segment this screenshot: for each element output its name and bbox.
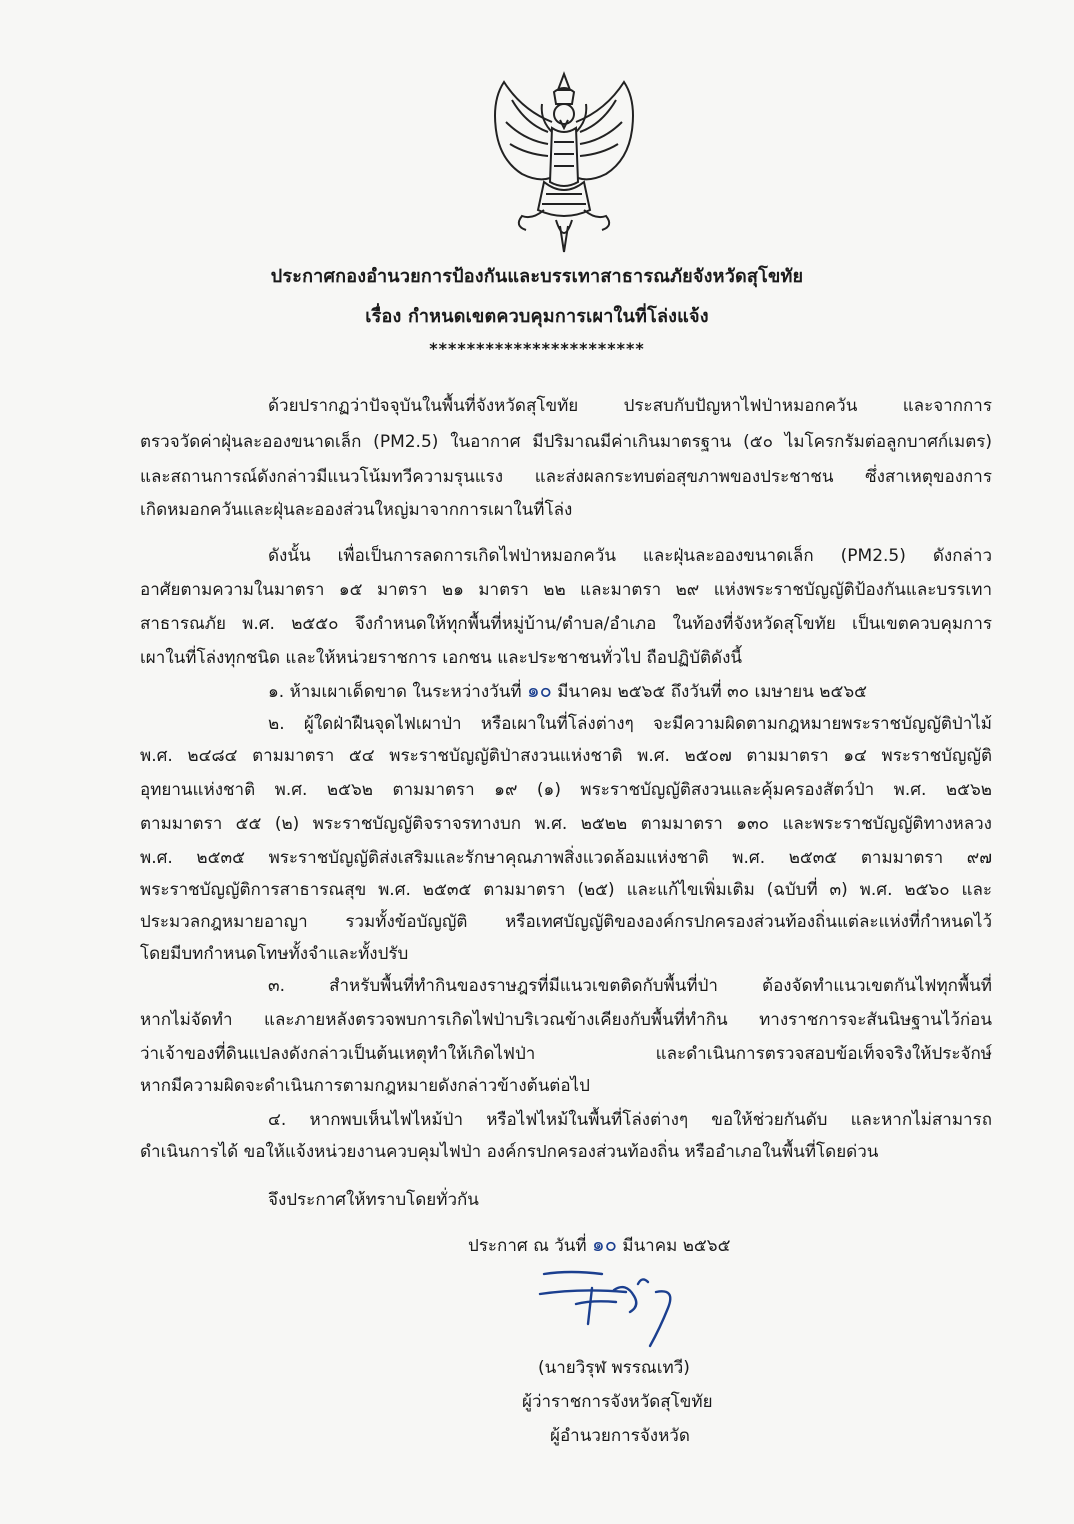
item-2-line: พระราชบัญญัติการสาธารณสุข พ.ศ. ๒๕๓๕ ตามมาตรา (๒๕) และแก้ไขเพิ่มเติม (ฉบับที่ ๓) พ.ศ. ๒๕๖๐ และ [140,880,992,900]
item-2-line: พ.ศ. ๒๕๓๕ พระราชบัญญัติส่งเสริมและรักษาคุณภาพสิ่งแวดล้อมแห่งชาติ พ.ศ. ๒๕๓๕ ตามมาตรา ๙๗ [140,848,992,868]
paragraph-2-line: ดังนั้น เพื่อเป็นการลดการเกิดไฟป่าหมอกควัน และฝุ่นละอองขนาดเล็ก (PM2.5) ดังกล่าว [268,546,992,566]
date-text-post: มีนาคม ๒๕๖๕ [616,1236,731,1256]
item-2-line: ตามมาตรา ๕๕ (๒) พระราชบัญญัติจราจรทางบก พ.ศ. ๒๕๒๒ ตามมาตรา ๑๓๐ และพระราชบัญญัติทางหลวง [140,814,992,834]
closing-statement: จึงประกาศให้ทราบโดยทั่วกัน [268,1190,479,1210]
date-text-pre: ประกาศ ณ วันที่ [468,1236,593,1256]
item-2-line: อุทยานแห่งชาติ พ.ศ. ๒๕๖๒ ตามมาตรา ๑๙ (๑) พระราชบัญญัติสงวนและคุ้มครองสัตว์ป่า พ.ศ. ๒๕๖๒ [140,780,992,800]
title-divider: *********************** [429,339,645,358]
item-3-line: หากมีความผิดจะดำเนินการตามกฎหมายดังกล่าวข้างต้นต่อไป [140,1076,590,1096]
item-2-line: ประมวลกฎหมายอาญา รวมทั้งข้อบัญญัติ หรือเทศบัญญัติขององค์กรปกครองส่วนท้องถิ่นแต่ละแห่งที่กำหนดไว้ [140,912,992,932]
paragraph-1-line: ด้วยปรากฏว่าปัจจุบันในพื้นที่จังหวัดสุโขทัย ประสบกับปัญหาไฟป่าหมอกควัน และจากการ [268,396,992,416]
signer-position-director: ผู้อำนวยการจังหวัด [550,1426,690,1446]
item-2-line: โดยมีบทกำหนดโทษทั้งจำและทั้งปรับ [140,944,409,964]
paragraph-1-line: และสถานการณ์ดังกล่าวมีแนวโน้มทวีความรุนแรง และส่งผลกระทบต่อสุขภาพของประชาชน ซึ่งสาเหตุของการ [140,467,992,487]
paragraph-2-line: อาศัยตามความในมาตรา ๑๕ มาตรา ๒๑ มาตรา ๒๒ และมาตรา ๒๙ แห่งพระราชบัญญัติป้องกันและบรรเทา [140,580,992,600]
item-1 [268,674,992,706]
paragraph-2-line: เผาในที่โล่งทุกชนิด และให้หน่วยราชการ เอกชน และประชาชนทั่วไป ถือปฏิบัติดังนี้ [140,648,743,668]
announcement-title: ประกาศกองอำนวยการป้องกันและบรรเทาสาธารณภัยจังหวัดสุโขทัย [270,266,804,287]
signer-position-governor: ผู้ว่าราชการจังหวัดสุโขทัย [522,1392,713,1412]
announcement-subject: เรื่อง กำหนดเขตควบคุมการเผาในที่โล่งแจ้ง [365,306,709,327]
item-2-line: พ.ศ. ๒๔๘๔ ตามมาตรา ๕๔ พระราชบัญญัติป่าสงวนแห่งชาติ พ.ศ. ๒๕๐๗ ตามมาตรา ๑๔ พระราชบัญญัติ [140,746,992,766]
item-3-line: หากไม่จัดทำ และภายหลังตรวจพบการเกิดไฟป่าบริเวณข้างเคียงกับพื้นที่ทำกิน ทางราชการจะสันนิษฐานไว้ก่อน [140,1010,992,1030]
garuda-emblem-icon [482,70,646,254]
item-3-line: ๓. สำหรับพื้นที่ทำกินของราษฎรที่มีแนวเขตติดกับพื้นที่ป่า ต้องจัดทำแนวเขตกันไฟทุกพื้นที่ [268,976,992,996]
paragraph-2-line: สาธารณภัย พ.ศ. ๒๕๕๐ จึงกำหนดให้ทุกพื้นที่หมู่บ้าน/ตำบล/อำเภอ ในท้องที่จังหวัดสุโขทัย เป็นเขตควบคุมการ [140,614,992,634]
item-1-day: ๑๐ [526,678,552,702]
item-4-line: ดำเนินการได้ ขอให้แจ้งหน่วยงานควบคุมไฟป่า องค์กรปกครองส่วนท้องถิ่น หรืออำเภอในพื้นที่โดยด่วน [140,1142,879,1162]
signer-name: (นายวิรุฬ พรรณเทวี) [538,1358,690,1378]
paragraph-1-line: เกิดหมอกควันและฝุ่นละอองส่วนใหญ่มาจากการเผาในที่โล่ง [140,500,573,520]
item-3-line: ว่าเจ้าของที่ดินแปลงดังกล่าวเป็นต้นเหตุทำให้เกิดไฟป่า และดำเนินการตรวจสอบข้อเท็จจริงให้ประจักษ์ [140,1044,992,1064]
paragraph-1-line: ตรวจวัดค่าฝุ่นละอองขนาดเล็ก (PM2.5) ในอากาศ มีปริมาณมีค่าเกินมาตรฐาน (๕๐ ไมโครกรัมต่อลูกบาศก์เมตร) [140,432,992,452]
announcement-date [468,1228,730,1260]
item-2-line: ๒. ผู้ใดฝ่าฝืนจุดไฟเผาป่า หรือเผาในที่โล่งต่างๆ จะมีความผิดตามกฎหมายพระราชบัญญัติป่าไม้ [268,714,992,734]
item-1-text-post: มีนาคม ๒๕๖๕ ถึงวันที่ ๓๐ เมษายน ๒๕๖๕ [551,682,867,702]
date-day: ๑๐ [592,1232,617,1256]
signature-icon [530,1262,690,1352]
item-1-text-pre: ๑. ห้ามเผาเด็ดขาด ในระหว่างวันที่ [268,682,527,702]
item-4-line: ๔. หากพบเห็นไฟไหม้ป่า หรือไฟไหม้ในพื้นที่โล่งต่างๆ ขอให้ช่วยกันดับ และหากไม่สามารถ [268,1110,992,1130]
